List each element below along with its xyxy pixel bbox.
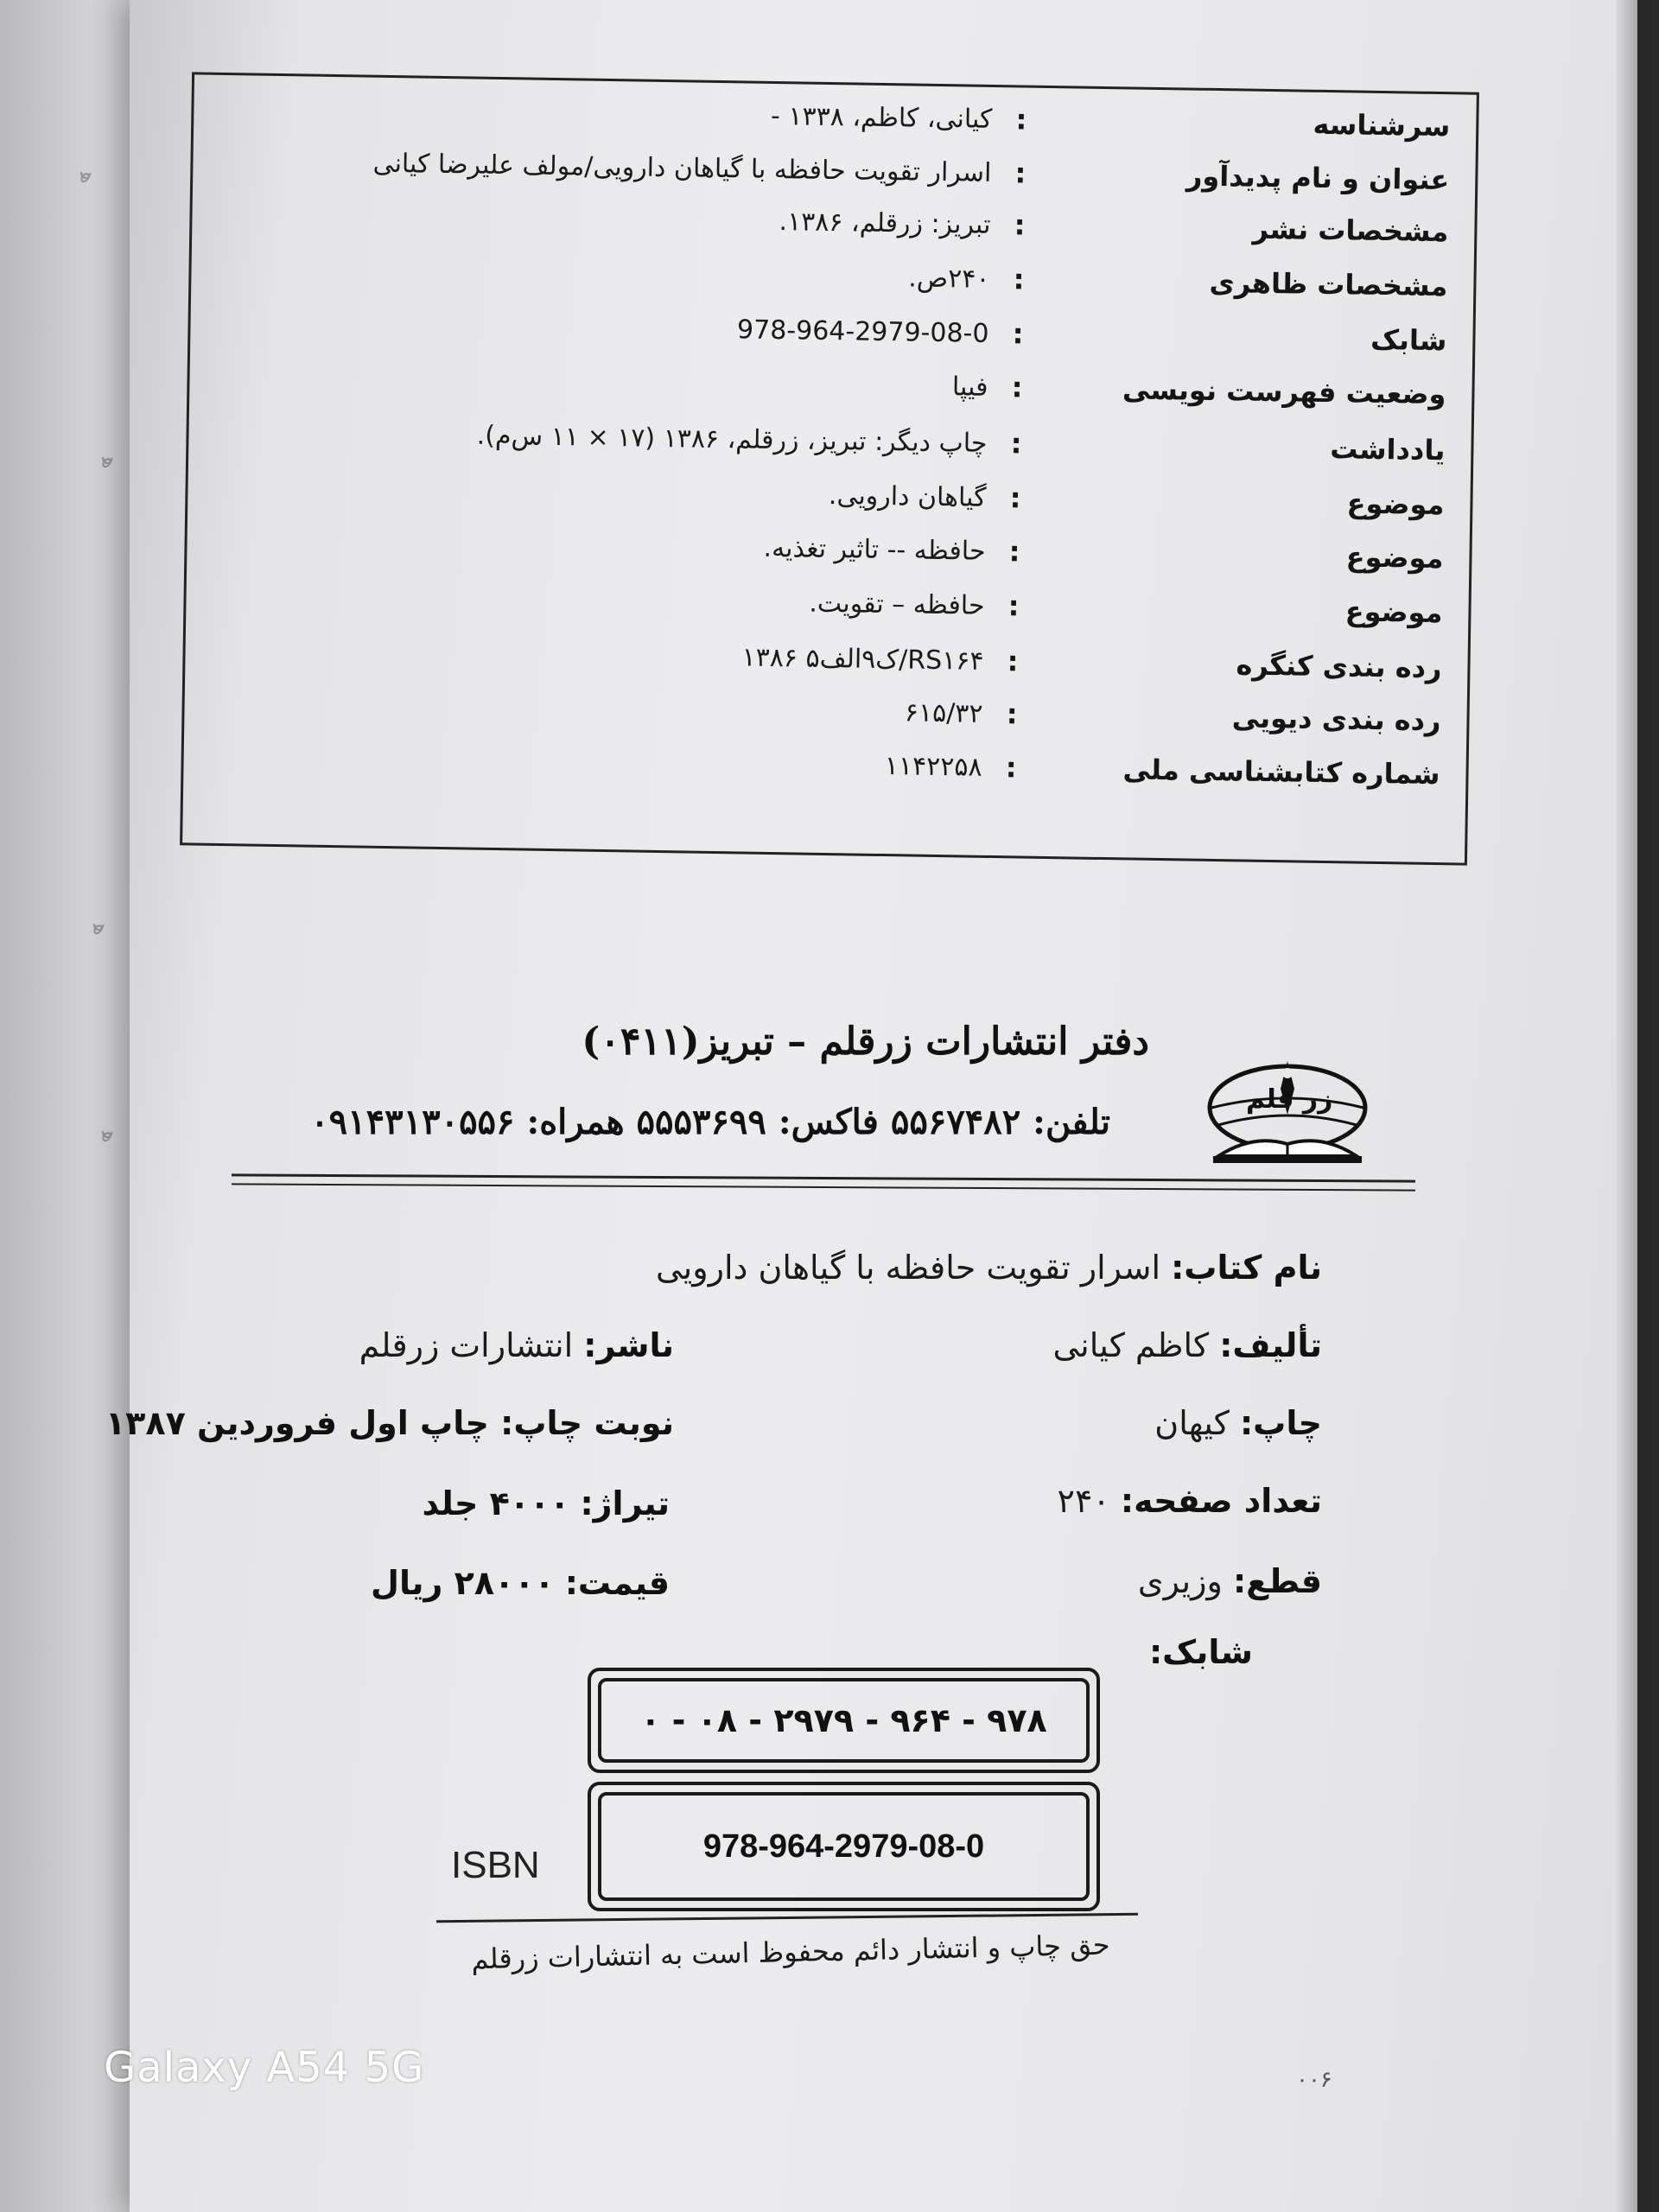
catalog-colon: : [1005,751,1017,785]
catalog-colon: : [1015,103,1027,137]
catalog-colon: : [1013,263,1025,296]
book-title-label: نام کتاب: [1171,1249,1322,1287]
publisher-line [359,1326,674,1364]
price-label: قیمت: [564,1564,670,1602]
logo-text: زر قلم [1246,1084,1333,1115]
print-label: چاپ: [1239,1404,1322,1442]
catalog-colon: : [1007,645,1019,678]
isbn-label: ISBN [451,1844,540,1886]
publisher-office-line: دفتر انتشارات زرقلم – تبریز(۰۴۱۱) [582,1020,1149,1064]
edition-line [105,1404,674,1442]
isbn-persian-box [588,1668,1100,1773]
publisher-contact-line: تلفن: ۵۵۶۷۴۸۲ فاکس: ۵۵۵۳۶۹۹ همراه: ۰۹۱۴۳۱۳۰۵۵۶ [310,1102,1110,1142]
page-edge [1616,0,1637,2212]
isbn-fa-label: شابک: [1148,1633,1253,1671]
book-title-line [656,1249,1322,1287]
catalog-colon: : [1007,589,1020,623]
facing-page: ﻫ ﻫ ﻫ ﻫ [0,0,160,2212]
catalog-value: فیپا [951,372,988,403]
catalog-label: مشخصات ظاهری [1209,265,1448,303]
catalog-colon: : [1008,535,1020,569]
price-value: ۲۸۰۰۰ ریال [371,1564,555,1602]
catalog-value: حافظه -- تاثیر تغذیه. [763,532,986,567]
catalog-value: ۶۱۵/۳۲ [904,697,983,729]
book-globe-pen-icon [1201,1054,1374,1166]
catalog-value: 978-964-2979-08-0 [736,315,989,349]
circulation-value: ۴۰۰۰ جلد [422,1484,570,1522]
catalog-label: موضوع [1346,486,1445,522]
isbn-persian: ۹۷۸ - ۹۶۴ - ۲۹۷۹ - ۰۸ - ۰ [598,1678,1090,1763]
author-label: تألیف: [1219,1326,1322,1364]
publisher-header [225,1011,1426,1184]
catalog-colon: : [1006,697,1018,731]
edition-label: نوبت چاپ: [500,1404,674,1442]
print-line [1154,1404,1322,1442]
catalog-colon: : [1014,208,1026,242]
catalog-value: کیانی، کاظم، ۱۳۳۸ - [770,100,993,135]
author-line [1052,1326,1322,1364]
catalog-label: شابک [1370,322,1447,358]
publisher-label: ناشر: [583,1326,674,1364]
catalog-label: مشخصات نشر [1252,212,1449,249]
price-line [371,1564,670,1602]
circulation-line [423,1484,670,1522]
catalog-value: اسرار تقویت حافظه با گیاهان دارویی/مولف علیرضا کیانی [372,148,992,188]
catalog-label: سرشناسه [1313,107,1451,143]
catalog-colon: : [1012,317,1024,351]
pages-label: تعداد صفحه: [1120,1482,1322,1520]
format-label: قطع: [1232,1562,1322,1600]
catalog-label: موضوع [1344,594,1443,630]
format-value: وزیری [1137,1562,1223,1600]
print-value: کیهان [1154,1404,1230,1442]
catalog-label: رده بندی دیویی [1231,701,1441,738]
catalog-value: تبریز: زرقلم، ۱۳۸۶. [779,207,991,240]
catalog-label: شماره کتابشناسی ملی [1122,753,1440,791]
catalog-label: رده بندی کنگره [1236,648,1442,685]
pages-value: ۲۴۰ [1057,1482,1110,1520]
catalog-colon: : [1014,156,1027,190]
edition-value: چاپ اول فروردین ۱۳۸۷ [105,1404,489,1442]
catalog-colon: : [1011,371,1023,404]
catalog-value: گیاهان دارویی. [828,480,987,513]
catalog-colon: : [1009,481,1021,515]
catalog-label: وضعیت فهرست نویسی [1122,372,1446,411]
catalog-value: چاپ دیگر: تبریز، زرقلم، ۱۳۸۶ (۱۷ × ۱۱ س‌م). [476,420,988,459]
catalog-colon: : [1010,427,1022,461]
cataloging-box [180,72,1479,865]
catalog-value: حافظه – تقویت. [809,588,985,621]
catalog-value: RS۱۶۴/ک۹الف۵ ۱۳۸۶ [741,642,984,677]
author-value: کاظم کیانی [1052,1326,1210,1364]
publisher-value: انتشارات زرقلم [359,1326,574,1364]
catalog-label: موضوع [1345,540,1444,575]
isbn-latin-box [588,1782,1100,1911]
pages-line [1058,1482,1322,1520]
page-number: ۰۰۶ [1296,2067,1332,2093]
isbn-latin: 978-964-2979-08-0 [598,1792,1090,1901]
format-line [1138,1562,1322,1600]
catalog-label: عنوان و نام پدیدآور [1185,159,1450,197]
catalog-label: یادداشت [1329,432,1446,467]
book-title-value: اسرار تقویت حافظه با گیاهان دارویی [656,1249,1161,1287]
catalog-value: ۲۴۰ص. [908,263,990,295]
camera-watermark: Galaxy A54 5G [104,2044,425,2092]
catalog-value: ۱۱۴۲۲۵۸ [884,751,982,783]
copyright-notice: حق چاپ و انتشار دائم محفوظ است به انتشارات زرقلم [471,1928,1110,1976]
circulation-label: تیراژ: [580,1484,670,1522]
